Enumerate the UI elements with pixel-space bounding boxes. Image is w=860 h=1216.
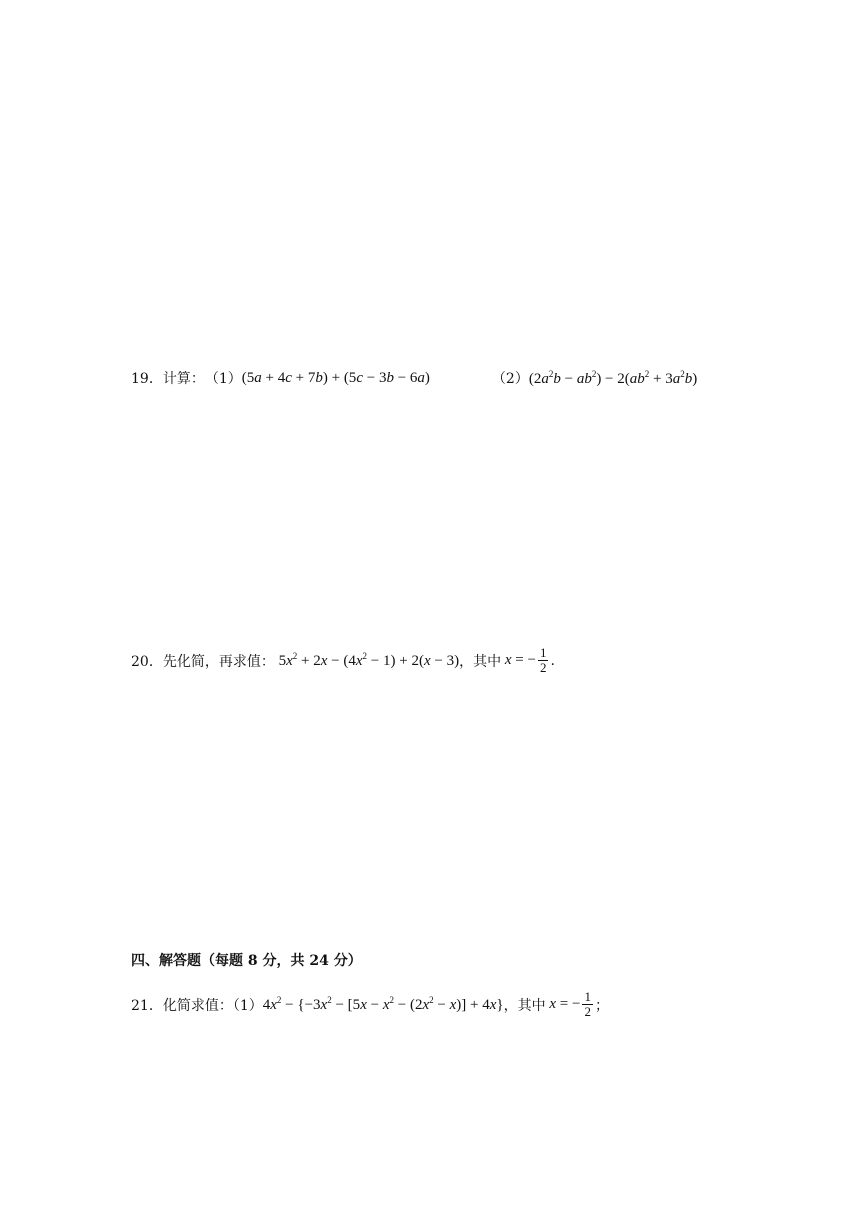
question-20 [131,646,555,675]
expression-21-1: $4x^2 - \{-3x^2 - [5x - x^2 - (2x^2 - x)] + 4x\}$ [262,995,504,1013]
question-prompt: 先化简，再求值： [162,653,275,670]
question-number: 21． [131,997,163,1014]
expression-19-2: $(2a^2b - ab^2) - 2(ab^2 + 3a^2b)$ [528,368,698,387]
condition-label: ，其中 [503,997,546,1014]
terminator: ； [594,997,609,1014]
question-prompt: 计算： [162,371,205,387]
question-number: 20． [131,653,163,670]
condition-20: x = − $\frac{1}{2}$ [504,645,547,675]
question-19 [131,368,697,388]
part-label: （1） [204,371,242,387]
terminator: . [550,652,555,669]
question-21 [131,990,609,1019]
part-label: （2） [491,371,529,387]
question-number: 19． [131,371,163,387]
expression-20: $5x^2 + 2x - (4x^2 - 1) + 2(x - 3)$ [274,651,460,669]
condition-21: x = − $\frac{1}{2}$ [549,989,591,1019]
question-prompt: 化简求值：（1） [162,997,263,1014]
expression-19-1: (5a + 4c + 7b) + (5c − 3b − 6a) [241,369,430,386]
condition-label: ，其中 [459,653,502,670]
section-heading: 四、解答题（每题 8 分，共 24 分） [131,953,362,969]
